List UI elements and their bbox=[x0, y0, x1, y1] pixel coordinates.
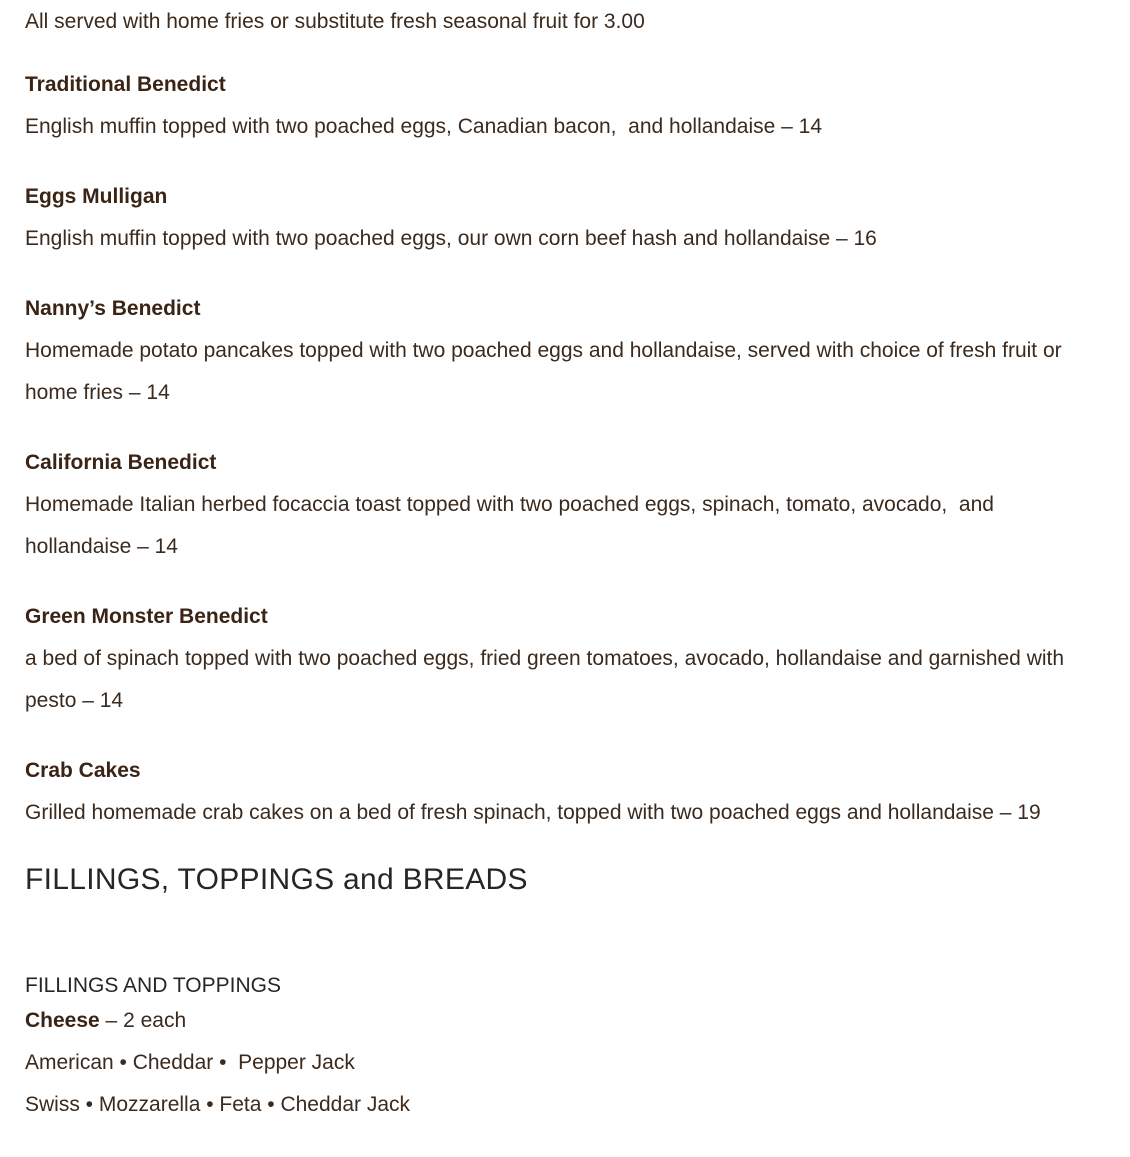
item-description: English muffin topped with two poached eggs, our own corn beef hash and hollandaise – 16 bbox=[25, 227, 877, 250]
cheese-price: – 2 each bbox=[99, 1009, 187, 1032]
menu-item bbox=[25, 183, 1105, 260]
item-name: Crab Cakes bbox=[25, 759, 141, 782]
item-name: Green Monster Benedict bbox=[25, 605, 268, 628]
item-description: Homemade Italian herbed focaccia toast topped with two poached eggs, spinach, tomato, avocado, and hollandaise – 14 bbox=[25, 493, 1000, 558]
item-description: a bed of spinach topped with two poached eggs, fried green tomatoes, avocado, hollandaise and garnished with pesto – 14 bbox=[25, 647, 1070, 712]
menu-item bbox=[25, 71, 1105, 148]
item-name: Nanny’s Benedict bbox=[25, 297, 201, 320]
menu-item bbox=[25, 449, 1105, 568]
cheese-label: Cheese bbox=[25, 1009, 100, 1032]
item-name: California Benedict bbox=[25, 451, 217, 474]
cheese-price-line bbox=[25, 1000, 1105, 1042]
item-name: Traditional Benedict bbox=[25, 73, 226, 96]
section-title: FILLINGS, TOPPINGS and BREADS bbox=[25, 863, 528, 896]
item-description: Grilled homemade crab cakes on a bed of fresh spinach, topped with two poached eggs and hollandaise – 19 bbox=[25, 801, 1041, 824]
item-name: Eggs Mulligan bbox=[25, 185, 168, 208]
item-description: English muffin topped with two poached eggs, Canadian bacon, and hollandaise – 14 bbox=[25, 115, 823, 138]
subsection-title: FILLINGS AND TOPPINGS bbox=[25, 974, 281, 997]
intro-note: All served with home fries or substitute fresh seasonal fruit for 3.00 bbox=[25, 10, 645, 33]
cheese-options-2: Swiss • Mozzarella • Feta • Cheddar Jack bbox=[25, 1093, 411, 1116]
menu-item bbox=[25, 295, 1105, 414]
menu-item bbox=[25, 757, 1105, 834]
cheese-options-1: American • Cheddar • Pepper Jack bbox=[25, 1051, 355, 1074]
menu-item bbox=[25, 603, 1105, 722]
item-description: Homemade potato pancakes topped with two poached eggs and hollandaise, served with choice of fresh fruit or home fries – 14 bbox=[25, 339, 1068, 404]
